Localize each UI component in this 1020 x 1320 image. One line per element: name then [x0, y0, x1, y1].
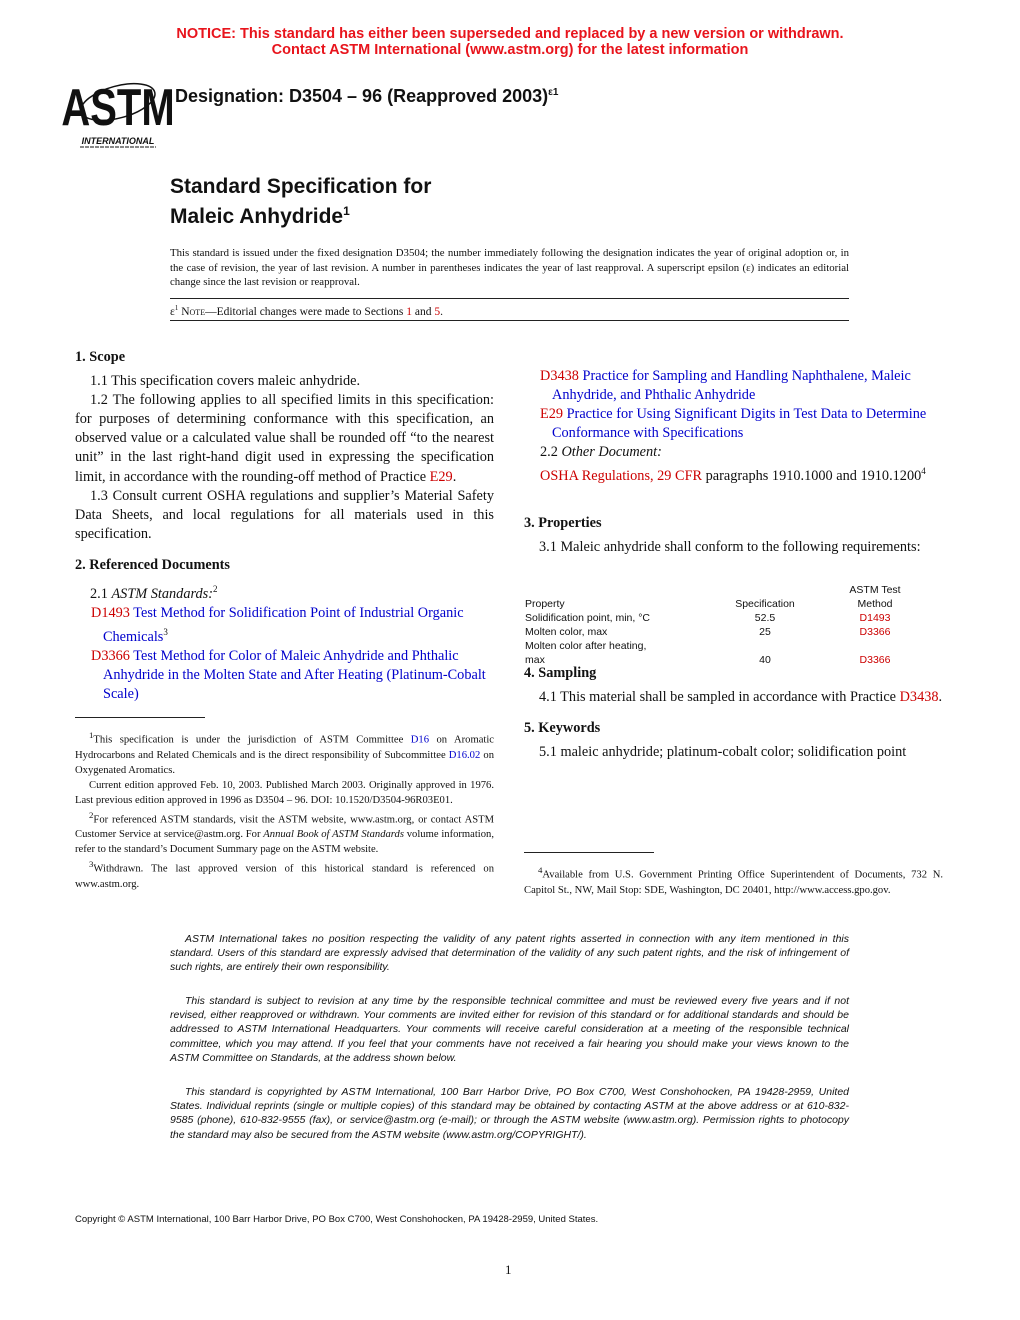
d16-02-link[interactable]: D16.02 [448, 749, 481, 761]
d3366-link[interactable]: D3366 [859, 654, 891, 666]
table-row: Molten color after heating, max 40 D3366 [525, 639, 925, 667]
e29-link[interactable]: E29 [429, 468, 453, 485]
divider [170, 320, 849, 321]
designation: Designation: D3504 – 96 (Reapproved 2003)$^{\varepsilon 1}$ [175, 86, 559, 106]
d1493-link[interactable]: D1493 [859, 612, 891, 624]
d16-link[interactable]: D16 [410, 734, 430, 746]
divider [170, 298, 849, 299]
table-row: Solidification point, min, °C 52.5 D1493 [525, 611, 925, 625]
osha-link[interactable]: OSHA Regulations, 29 CFR [540, 468, 703, 485]
section-heading-referenced-documents: 2. Referenced Documents [75, 556, 230, 573]
copyright-disclaimer: This standard is copyrighted by ASTM International, 100 Barr Harbor Drive, PO Box C700, West Conshohocken, PA 19428-2959, United States. Individual reprints (single or multiple copies) of this standard may be obtained by contacting ASTM at the above address or at 610-832-9585 (phone), 610-832-9555 (fax), or service@astm.org (e-mail); or through the ASTM website (www.astm.org). Permission rights to photocopy the standard may also be secured from the ASTM website (www.astm.org/COPYRIGHT/). [170, 1086, 849, 1141]
reference-d1493[interactable]: D1493 Test Method for Solidification Point of Industrial Organic Chemicals$^3$ [91, 604, 464, 645]
reference-d3438[interactable]: D3438 Practice for Sampling and Handling Naphthalene, Maleic Anhydride, and Phthalic Anhydride [540, 368, 911, 404]
footnote-divider [524, 852, 654, 853]
section-heading-properties: 3. Properties [524, 515, 602, 531]
section-5-link[interactable]: 5 [434, 305, 441, 318]
document-page: NOTICE: This standard has either been superseded and replaced by a new version or withdrawn. Contact ASTM International (www.astm.org) for the latest information ASTM INTERNATIONAL Designation: D3504 – 96 (Reapproved 2003)$^{\varepsilon 1}$ Standard Specification for Maleic Anhydride$^1$ This standard is issued under the fixed designation D3504; the number immediately following the designation indicates the year of original adoption or, in the case of revision, the year of last revision. A number in parentheses indicates the year of last reapproval. A superscript epsilon (ε) indicates an editorial change since the last revision or reapproval. $\varepsilon^1$ Note—Editorial changes were made to Sections 1 and 5. 1. Scope 1.1 This specification covers maleic anhydride. 1.2 The following applies to all specified limits in this specification: for purposes of determining conformance with this specification, an observed value or a calculated value shall be rounded off “to the nearest unit” in the last right-hand digit used in expressing the specification limit, in accordance with the rounding-off method of Practice E29. 1.3 Consult current OSHA regulations and supplier’s Material Safety Data Sheets, and local regulations for all materials used in this specification. 2. Referenced Documents 2.1 ASTM Standards:$^2$ D1493 Test Method for Solidification Point of Industrial Organic Chemicals$^3$ D3366 Test Method for Color of Maleic Anhydride and Phthalic Anhydride in the Molten State and After Heating (Platinum-Cobalt Scale) $^1$This specification is under the jurisdiction of ASTM Committee D16 on Aromatic Hydrocarbons and Related Chemicals and is the direct responsibility of Subcommittee D16.02 on Oxygenated Aromatics. Current edition approved Feb. 10, 2003. Published March 2003. Originally approved in 1976. Last previous edition approved in 1996 as D3504 – 96. DOI: 10.1520/D3504-96R03E01. $^2$For referenced ASTM standards, visit the ASTM website, www.astm.org, or contact ASTM Customer Service at service@astm.org. For Annual Book of ASTM Standards volume information, refer to the standard’s Document Summary page on the ASTM website. $^3$Withdrawn. The last approved version of this historical standard is referenced on www.astm.org. D3438 Practice for Sampling and Handling Naphthalene, Maleic Anhydride, and Phthalic Anhydride E29 Practice for Using Significant Digits in Test Data to Determine Conformance with Specifications 2.2 Other Document: OSHA Regulations, 29 CFR paragraphs 1910.1000 and 1910.1200$^4$ 3. Properties 3.1 Maleic anhydride shall conform to the following requirements: ASTM Test Property Specification Method Solidification point, min, °C 52.5 D1493 Molten color, max 25 D3366 Molten color after heating, max 40 D3366 4. Sampling 4.1 This material shall be sampled in accordance with Practice D3438. 5. Keywords 5.1 maleic anhydride; platinum-cobalt color; solidification point $^4$Available from U.S. Government Printing Office Superintendent of Documents, 732 N. Capitol St., NW, Mail Stop: SDE, Washington, DC 20401, http://www.access.gpo.gov. ASTM International takes no position respecting the validity of any patent rights asserted in connection with any item mentioned in this standard. Users of this standard are expressly advised that determination of the validity of any such patent rights, and the risk of infringement of such rights, are entirely their own responsibility. This standard is subject to revision at any time by the responsible technical committee and must be reviewed every five years and if not revised, either reapproved or withdrawn. Your comments are invited either for revision of this standard or for additional standards and should be addressed to ASTM International Headquarters. Your comments will receive careful consideration at a meeting of the responsible technical committee, which you may attend. If you feel that your comments have not received a fair hearing you should make your views known to the ASTM Committee on Standards, at the address shown below. This standard is copyrighted by ASTM International, 100 Barr Harbor Drive, PO Box C700, West Conshohocken, PA 19428-2959, United States. Individual reprints (single or multiple copies) of this standard may be obtained by contacting ASTM at the above address or at 610-832-9585 (phone), 610-832-9555 (fax), or service@astm.org (e-mail); or through the ASTM website (www.astm.org). Permission rights to photocopy the standard may also be secured from the ASTM website (www.astm.org/COPYRIGHT/). Copyright © ASTM International, 100 Barr Harbor Drive, PO Box C700, West Conshohocken, PA 19428-2959, United States. 1 [0, 0, 1020, 1320]
right-column-sections: 3. Properties 3.1 Maleic anhydride shall conform to the following requirements: [524, 514, 943, 557]
svg-text:INTERNATIONAL: INTERNATIONAL [81, 136, 155, 146]
astm-logo [61, 72, 175, 148]
svg-text:ASTM: ASTM [61, 77, 175, 137]
d3366-link[interactable]: D3366 [859, 626, 891, 638]
footnote-divider [75, 717, 205, 718]
page-number: 1 [505, 1262, 512, 1277]
editorial-note: $\varepsilon^1$ Note—Editorial changes were made to Sections 1 and 5. [170, 304, 444, 318]
revision-disclaimer: This standard is subject to revision at any time by the responsible technical committee and must be reviewed every five years and if not revised, either reapproved or withdrawn. Your comments are invited either for revision of this standard or for additional standards and should be addressed to ASTM International Headquarters. Your comments will receive careful consideration at a meeting of the responsible technical committee, which you may attend. If you feel that your comments have not received a fair hearing you should make your views known to the ASTM Committee on Standards, at the address shown below. [170, 995, 849, 1064]
designation-explanation: This standard is issued under the fixed designation D3504; the number immediately following the designation indicates the year of original adoption or, in the case of revision, the year of last revision. A number in parentheses indicates the year of last reapproval. A superscript epsilon (ε) indicates an editorial change since the last revision or reapproval. [170, 247, 849, 288]
section-1-link[interactable]: 1 [406, 305, 413, 318]
section-heading-scope: 1. Scope [75, 349, 126, 365]
copyright-footer: Copyright © ASTM International, 100 Barr Harbor Drive, PO Box C700, West Conshohocken, PA 19428-2959, United States. [75, 1214, 599, 1225]
footnotes-left: $^1$This specification is under the jurisdiction of ASTM Committee D16 on Aromatic Hydrocarbons and Related Chemicals and is the direct responsibility of Subcommittee D16.02 on Oxygenated Aromatics. Current edition approved Feb. 10, 2003. Published March 2003. Originally approved in 1976. Last previous edition approved in 1996 as D3504 – 96. DOI: 10.1520/D3504-96R03E01. $^2$For referenced ASTM standards, visit the ASTM website, www.astm.org, or contact ASTM Customer Service at service@astm.org. For Annual Book of ASTM Standards volume information, refer to the standard’s Document Summary page on the ASTM website. $^3$Withdrawn. The last approved version of this historical standard is referenced on www.astm.org. [75, 730, 494, 890]
table-row: Molten color, max 25 D3366 [525, 625, 925, 639]
withdrawal-notice: NOTICE: This standard has either been superseded and replaced by a new version or withdrawn. Contact ASTM International (www.astm.org) for the latest information [176, 26, 844, 58]
patent-disclaimer: ASTM International takes no position respecting the validity of any patent rights asserted in connection with any item mentioned in this standard. Users of this standard are expressly advised that determination of the validity of any such patent rights, and the risk of infringement of such rights, are entirely their own responsibility. [170, 933, 849, 974]
footnotes-right: $^4$Available from U.S. Government Printing Office Superintendent of Documents, 732 N. Capitol St., NW, Mail Stop: SDE, Washington, DC 20401, http://www.access.gpo.gov. [524, 865, 943, 896]
reference-e29[interactable]: E29 Practice for Using Significant Digits in Test Data to Determine Conformance with Specifications [540, 406, 927, 442]
left-column: 1. Scope 1.1 This specification covers maleic anhydride. 1.2 The following applies to all specified limits in this specification: for purposes of determining conformance with this specification, an observed value or a calculated value shall be rounded off “to the nearest unit” in the last right-hand digit used in expressing the specification limit, in accordance with the rounding-off method of Practice E29. 1.3 Consult current OSHA regulations and supplier’s Material Safety Data Sheets, and local regulations for all materials used in this specification. 2. Referenced Documents 2.1 ASTM Standards:$^2$ D1493 Test Method for Solidification Point of Industrial Organic Chemicals$^3$ D3366 Test Method for Color of Maleic Anhydride and Phthalic Anhydride in the Molten State and After Heating (Platinum-Cobalt Scale) [75, 348, 494, 704]
properties-table: ASTM Test Property Specification Method Solidification point, min, °C 52.5 D1493 Molten color, max 25 D3366 Molten color after heating, max 40 D3366 [525, 583, 925, 667]
reference-d3366[interactable]: D3366 Test Method for Color of Maleic Anhydride and Phthalic Anhydride in the Molten State and After Heating (Platinum-Cobalt Scale) [91, 647, 486, 703]
d3438-link[interactable]: D3438 [899, 689, 939, 706]
right-column: D3438 Practice for Sampling and Handling Naphthalene, Maleic Anhydride, and Phthalic Anhydride E29 Practice for Using Significant Digits in Test Data to Determine Conformance with Specifications 2.2 Other Document: OSHA Regulations, 29 CFR paragraphs 1910.1000 and 1910.1200$^4$ [540, 367, 959, 486]
document-title: Standard Specification for Maleic Anhydride$^1$ [170, 175, 432, 228]
section-heading-keywords: 5. Keywords [524, 720, 601, 737]
paragraph-1-2: 1.2 The following applies to all specified limits in this specification: for purposes of determining conformance with this specification, an observed value or a calculated value shall be rounded off “to the nearest unit” in the last right-hand digit used in expressing the specification limit, in accordance with the rounding-off method of Practice E29. [75, 392, 494, 485]
section-heading-sampling: 4. Sampling [524, 665, 597, 681]
